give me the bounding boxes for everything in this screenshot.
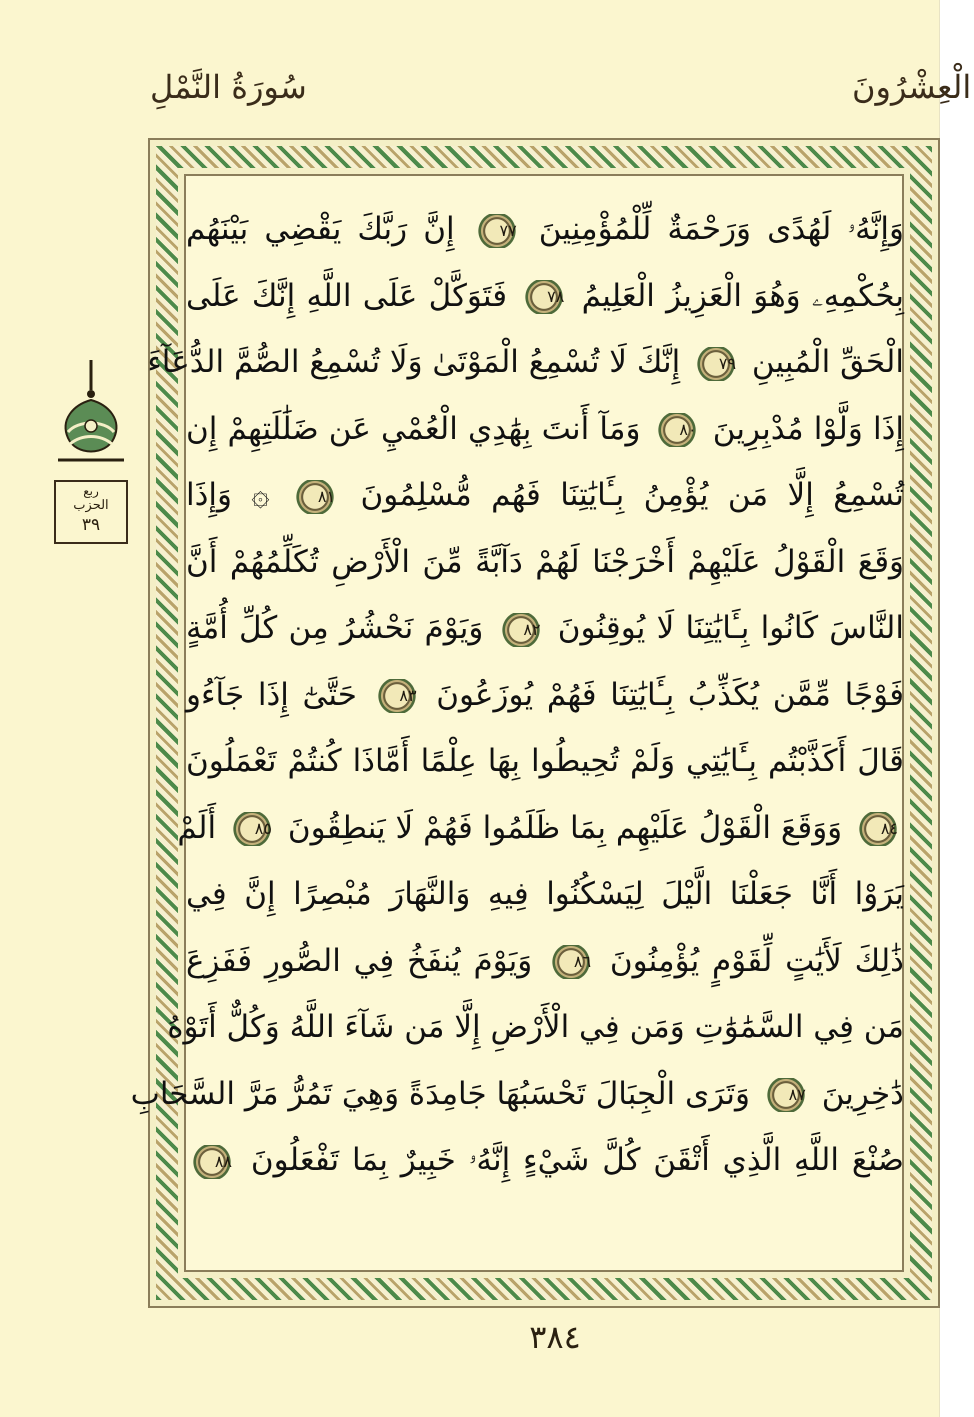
verse-text: وَوَقَعَ الْقَوْلُ عَلَيْهِم بِمَا ظَلَمُوا فَهُمْ لَا يَنطِقُونَ: [287, 809, 843, 846]
ayah-number-marker: ٨٢: [501, 613, 541, 647]
hizb-quarter-label: ربع: [83, 484, 99, 498]
hizb-label-box: [54, 480, 128, 544]
verse-text: حَتَّىٰٓ إِذَا جَآءُو: [186, 676, 357, 713]
verse-text: مَن فِي السَّمَٰوَٰتِ وَمَن فِي الْأَرْضِ إِلَّا مَن شَآءَ اللَّهُ وَكُلٌّ أَتَوْهُ: [167, 1009, 904, 1045]
verse-line: [186, 1127, 904, 1194]
verse-line: [147, 329, 904, 396]
verse-text: أَلَمْ: [177, 809, 217, 846]
hizb-word-label: الحزب: [73, 498, 109, 513]
verse-line: [186, 462, 904, 529]
ayah-number-marker: ٨١: [295, 480, 335, 514]
verse-text: قَالَ أَكَذَّبْتُم بِـَٔايَٰتِي وَلَمْ تُحِيطُوا بِهَا عِلْمًا أَمَّاذَا كُنتُمْ تَعْمَلُونَ: [186, 743, 904, 779]
verse-text: صُنْعَ اللَّهِ الَّذِي أَتْقَنَ كُلَّ شَيْءٍ إِنَّهُۥ خَبِيرٌ بِمَا تَفْعَلُونَ: [250, 1142, 904, 1178]
verse-text: وَتَرَى الْجِبَالَ تَحْسَبُهَا جَامِدَةً وَهِيَ تَمُرُّ مَرَّ السَّحَابِ: [130, 1075, 750, 1112]
juz-header: الْعِشْرُونَ: [852, 68, 972, 106]
verse-text: وَمَآ أَنتَ بِهَٰدِي الْعُمْيِ عَن ضَلَٰلَتِهِمْ إِن: [186, 410, 641, 447]
verse-text: فَتَوَكَّلْ عَلَى اللَّهِ إِنَّكَ عَلَى: [186, 277, 508, 314]
verse-text: يَرَوْا أَنَّا جَعَلْنَا الَّيْلَ لِيَسْكُنُوا فِيهِ وَالنَّهَارَ مُبْصِرًا إِنَّ فِي: [186, 876, 904, 912]
verse-line: [186, 861, 904, 928]
hizb-number: ٣٩: [81, 515, 101, 535]
verse-text: تُسْمِعُ إِلَّا مَن يُؤْمِنُ بِـَٔايَٰتِنَا فَهُم مُّسْلِمُونَ: [360, 477, 904, 513]
verse-line: [186, 263, 904, 330]
page-number: ٣٨٤: [529, 1318, 581, 1356]
verse-text: إِنَّ رَبَّكَ يَقْضِي بَيْنَهُم: [186, 211, 455, 247]
verse-text: إِذَا وَلَّوْا مُدْبِرِينَ: [712, 410, 904, 447]
verse-line: [167, 994, 904, 1061]
ayah-number-marker: ٧٩: [696, 347, 736, 381]
verse-text: فَوْجًا مِّمَّن يُكَذِّبُ بِـَٔايَٰتِنَا فَهُمْ يُوزَعُونَ: [436, 676, 905, 713]
verse-line: [186, 529, 904, 596]
ayah-number-marker: ٧٨: [524, 280, 564, 314]
ayah-number-marker: ٨٤: [858, 812, 898, 846]
verse-text: دَٰخِرِينَ: [821, 1075, 904, 1112]
ayah-number-marker: ٨٦: [551, 945, 591, 979]
ayah-number-marker: ٨٧: [766, 1078, 806, 1112]
verse-text: ۞ وَإِذَا: [186, 477, 270, 513]
ayah-number-marker: ٨٥: [232, 812, 272, 846]
verse-line: [186, 928, 904, 995]
verse-text: وَقَعَ الْقَوْلُ عَلَيْهِمْ أَخْرَجْنَا لَهُمْ دَآبَّةً مِّنَ الْأَرْضِ تُكَلِّمُهُمْ أَنَّ: [186, 543, 904, 580]
surah-header: سُورَةُ النَّمْلِ: [150, 68, 307, 106]
verse-text: وَيَوْمَ نَحْشُرُ مِن كُلِّ أُمَّةٍ: [186, 610, 484, 646]
verse-line: [130, 1061, 904, 1128]
hizb-marker: [48, 360, 134, 544]
verse-line: [186, 595, 904, 662]
verse-text: إِنَّكَ لَا تُسْمِعُ الْمَوْتَىٰ وَلَا تُسْمِعُ الصُّمَّ الدُّعَآءَ: [147, 344, 681, 380]
ayah-number-marker: ٨٠: [657, 413, 697, 447]
verse-line: [186, 196, 904, 263]
ayah-number-marker: ٨٨: [192, 1145, 232, 1179]
verse-line: [186, 396, 904, 463]
verse-line: [177, 795, 904, 862]
verse-text: النَّاسَ كَانُوا بِـَٔايَٰتِنَا لَا يُوقِنُونَ: [557, 610, 904, 646]
verse-text: الْحَقِّ الْمُبِينِ: [751, 344, 904, 380]
verse-text: بِحُكْمِهِۦ وَهُوَ الْعَزِيزُ الْعَلِيمُ: [581, 277, 904, 314]
ayah-number-marker: ٨٣: [377, 679, 417, 713]
page-edge: [939, 0, 974, 1417]
verse-text: وَيَوْمَ يُنفَخُ فِي الصُّورِ فَفَزِعَ: [186, 942, 533, 979]
verse-block: [130, 196, 905, 1256]
verse-line: [186, 728, 904, 795]
verse-text: ذَٰلِكَ لَأَيَٰتٍ لِّقَوْمٍ يُؤْمِنُونَ: [609, 942, 904, 979]
hizb-ornament-icon: [48, 360, 134, 470]
verse-line: [186, 662, 904, 729]
verse-text: وَإِنَّهُۥ لَهُدًى وَرَحْمَةٌ لِّلْمُؤْمِنِينَ: [538, 211, 905, 247]
ayah-number-marker: ٧٧: [477, 214, 517, 248]
